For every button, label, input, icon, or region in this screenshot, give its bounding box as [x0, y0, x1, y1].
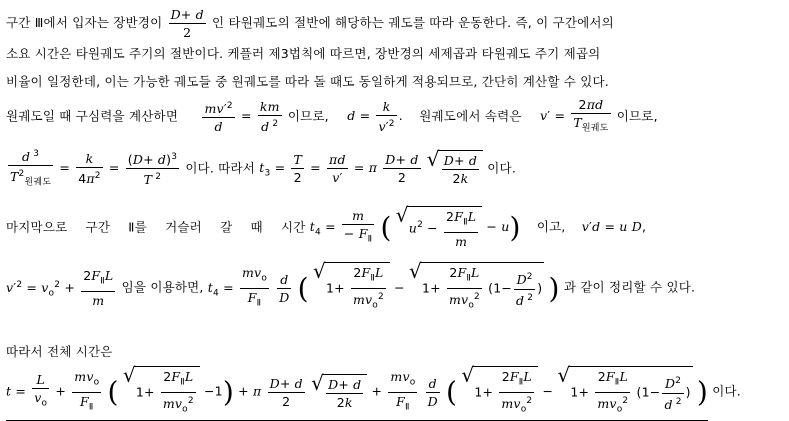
line7-text-a: 임을 이용하면, [121, 279, 204, 295]
vd-equation: v′d = u D, [581, 219, 647, 235]
text-line-7 [6, 259, 696, 314]
line4-text-d: 이므로, [616, 108, 658, 124]
text-line-1 [6, 6, 614, 41]
line4-text-b: 이므로, [287, 108, 329, 124]
kepler-equation: $\frac{d ^3}{T^2_{원궤도}}$ = $\frac{k}{4\pi^2}$ = $\frac{(D+ d)^3}{T ^2}$ [6, 160, 185, 175]
line6-text-b: 이고, [536, 219, 566, 235]
text-line-2: 소요 시간은 타원궤도 주기의 절반이다. 케플러 제3법칙에 따르면, 장반경의 세제곱과 타원궤도 주기 제곱의 [6, 46, 601, 61]
d-equation: d = $\frac{k}{v'^2}$ . [347, 99, 408, 135]
text-line-8: 따라서 전체 시간은 [6, 344, 113, 359]
sub-circle: 원궤도 [581, 123, 609, 134]
text-line-4 [6, 96, 658, 138]
frac-den: 2 [183, 25, 192, 40]
line7-text-b: 과 같이 정리할 수 있다. [563, 279, 696, 295]
centripetal-equation: $\frac{mv'^2}{d}$ = $\frac{km}{d ^2}$ [204, 99, 280, 135]
total-time-equation: t = $\frac{L}{v_o}$ + $\frac{mv_o}{F_Ⅱ}$ ( √ 1+ $\frac{2F_ⅡL}{mv_o^2}$ −1) + π $\frac{D+ d}{2}$ √ $\frac{D+ d}{2k}$ + $\frac{mv_o}{F_Ⅱ}$ $\frac{d}{D}$ ( √ 1+ $\frac{2F_ⅡL}{mv_o^2}$ − √ 1+ $\frac{2F_ⅡL}{mv_o^2}$ (1− $\frac{D^2}{d ^2}$ ) ) [6, 366, 708, 421]
text-line-9 [6, 363, 741, 421]
text-line-5 [6, 146, 516, 192]
text-line-3: 비율이 일정한데, 이는 가능한 궤도들 중 원궤도를 따라 돌 때도 동일하게 적용되므로, 간단히 계산할 수 있다. [6, 74, 609, 89]
frac-num: D+ d [170, 7, 204, 22]
line5-text-b: 이다. [487, 160, 516, 176]
line5-text-a: 이다. 따라서 [185, 160, 256, 176]
text-line-6 [6, 203, 647, 250]
t3-equation: $t_3$ = $\frac{T}{2}$ = $\frac{\pi d}{v'}$ = π $\frac{D+ d}{2}$ √ $\frac{D+ d}{2k}$ [259, 160, 487, 175]
speed-equation: v′ = $\frac{2\pi d}{T_{원궤도}}$ [540, 97, 609, 134]
t4-result: $t_4$ = $\frac{mv_o}{F_Ⅱ}$ $\frac{d}{D}$ ( √ 1+ $\frac{2F_ⅡL}{mv_o^2}$ − √ 1+ $\frac{2F_ⅡL}{mv_o^2}$ (1− $\frac{D^2}{d ^2}$ ) ) [208, 280, 564, 295]
line9-end: 이다. [712, 383, 741, 399]
v-squared-equation: $v'^2 = v_o^2$ + $\frac{2F_ⅡL}{m}$ [6, 268, 114, 308]
t4-equation: $t_4$ = $\frac{m}{- F_Ⅱ}$ ( √ $u^2$ − $\frac{2F_ⅡL}{m}$ − u) [309, 203, 521, 249]
line4-text-a: 원궤도일 때 구심력을 계산하면 [6, 108, 179, 124]
line1-text-b: 인 타원궤도의 절반에 해당하는 궤도를 따라 운동한다. 즉, 이 구간에서의 [212, 15, 614, 30]
line1-text-a: 구간 Ⅲ에서 입자는 장반경이 [6, 15, 163, 30]
line4-text-c: 원궤도에서 속력은 [419, 108, 522, 124]
line6-text-a: 마지막으로 구간 Ⅱ를 거슬러 갈 때 시간 [6, 219, 306, 235]
semimajor-fraction [169, 6, 206, 41]
